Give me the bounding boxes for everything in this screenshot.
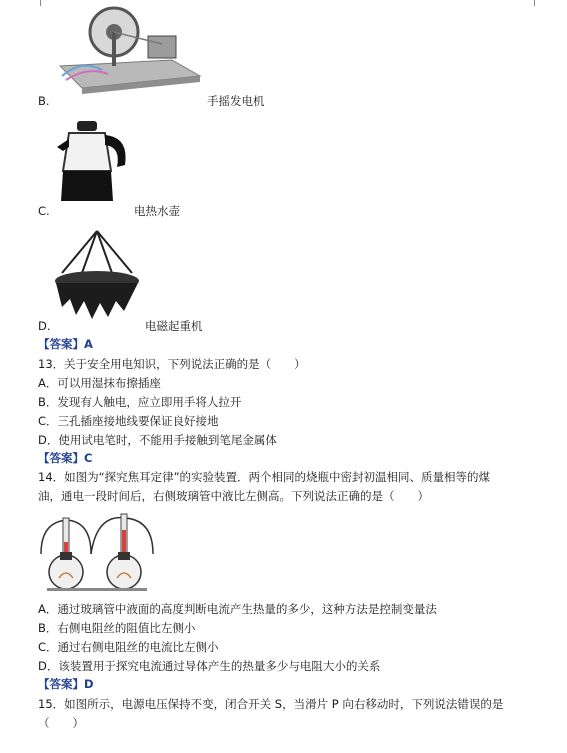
q13-stem: 13．关于安全用电知识，下列说法正确的是（ ） <box>38 357 306 371</box>
answer-tag: 【答案】 <box>38 677 84 691</box>
q12-answer <box>38 336 93 352</box>
q13-answer <box>38 450 92 466</box>
option-b-label: B. <box>38 94 50 108</box>
option-d-label: D. <box>38 319 51 333</box>
joule-law-apparatus-image <box>37 512 161 592</box>
q15-stem-line1: 15．如图所示，电源电压保持不变，闭合开关 S，当滑片 P 向右移动时，下列说法错误的是 <box>38 697 504 711</box>
q13-option-d: D．使用试电笔时，不能用手接触到笔尾金属体 <box>38 433 277 447</box>
q13-option-b: B．发现有人触电，应立即用手将人拉开 <box>38 395 242 409</box>
q14-option-d: D．该装置用于探究电流通过导体产生的热量多少与电阻大小的关系 <box>38 659 381 673</box>
answer-tag: 【答案】 <box>38 337 84 351</box>
answer-value: A <box>84 337 93 351</box>
q13-option-a: A．可以用湿抹布擦插座 <box>38 376 161 390</box>
answer-value: D <box>84 677 94 691</box>
option-c-label: C. <box>38 204 50 218</box>
q15-stem-line2: （ ） <box>38 716 84 730</box>
page-corner-mark-right <box>534 0 545 6</box>
hand-crank-generator-image <box>52 4 202 96</box>
caption-electromagnetic-crane: 电磁起重机 <box>145 319 203 333</box>
q14-option-a: A．通过玻璃管中液面的高度判断电流产生热量的多少，这种方法是控制变量法 <box>38 602 437 616</box>
answer-tag: 【答案】 <box>38 451 84 465</box>
caption-electric-kettle: 电热水壶 <box>134 204 180 218</box>
page-corner-mark-left <box>30 0 41 6</box>
answer-value: C <box>84 451 93 465</box>
q14-answer <box>38 676 94 692</box>
q14-option-c: C．通过右侧电阻丝的电流比左侧小 <box>38 640 219 654</box>
electric-kettle-image <box>55 117 135 209</box>
q13-option-c: C．三孔插座接地线要保证良好接地 <box>38 414 219 428</box>
q14-stem-line2: 油，通电一段时间后，右侧玻璃管中液比左侧高。下列说法正确的是（ ） <box>38 489 429 503</box>
q14-option-b: B．右侧电阻丝的阻值比左侧小 <box>38 621 196 635</box>
q14-stem-line1: 14．如图为“探究焦耳定律”的实验装置．两个相同的烧瓶中密封初温相同、质量相等的煤 <box>38 470 491 484</box>
electromagnetic-crane-image <box>52 229 142 321</box>
caption-hand-crank-generator: 手摇发电机 <box>207 94 265 108</box>
